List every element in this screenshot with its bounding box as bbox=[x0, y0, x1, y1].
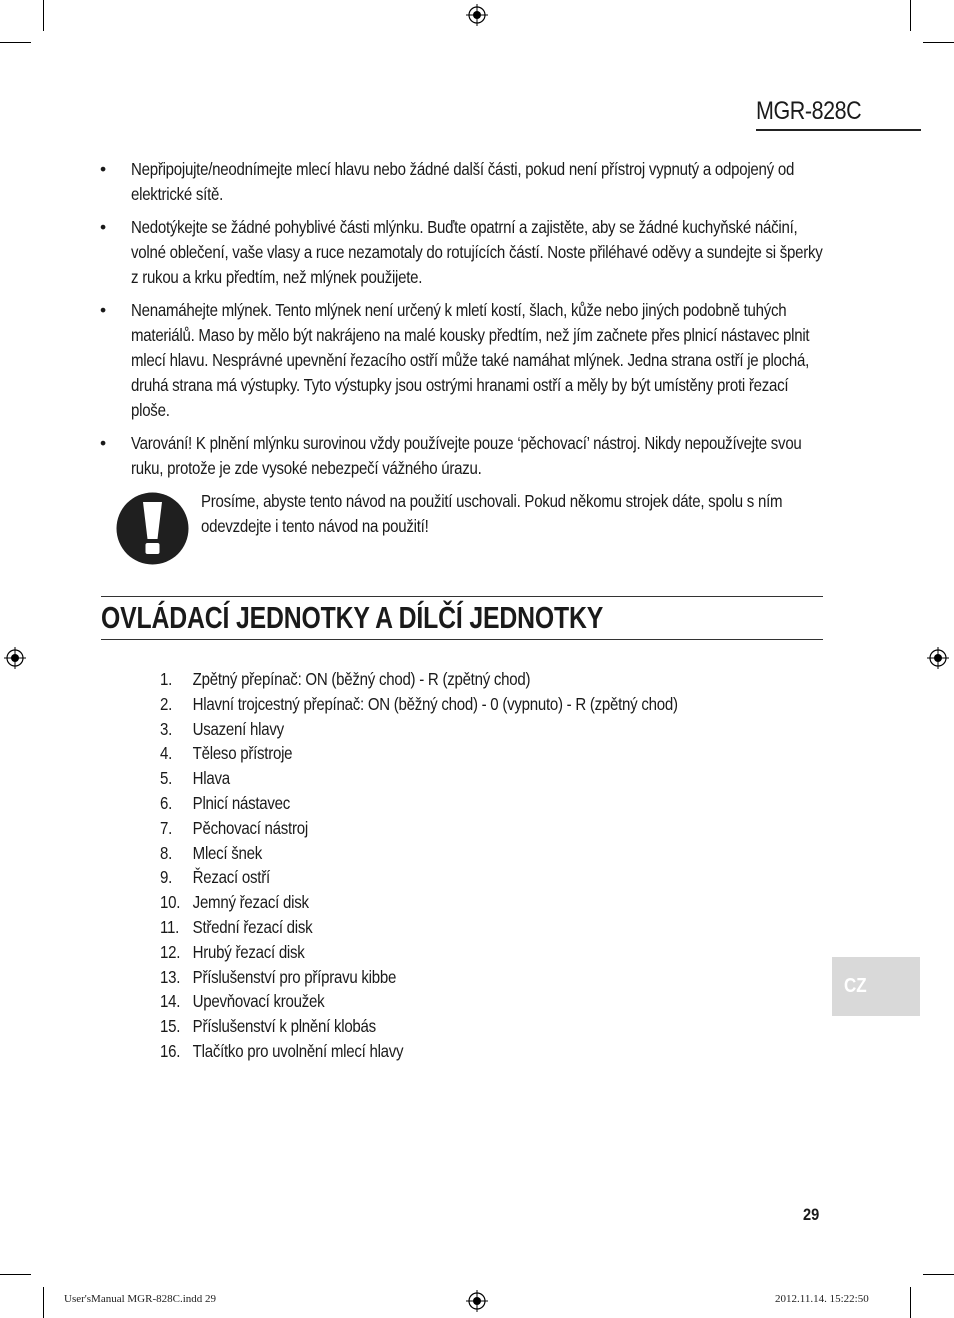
section-rule-bottom bbox=[101, 639, 823, 640]
item-number: 2. bbox=[160, 693, 173, 714]
list-item bbox=[160, 841, 678, 866]
item-label: Těleso přístroje bbox=[192, 743, 293, 764]
list-item bbox=[100, 298, 830, 423]
language-code: CZ bbox=[844, 975, 867, 997]
bullet-text: Nenamáhejte mlýnek. Tento mlýnek není určený k mletí kostí, šlach, kůže nebo jiných podobně tuhých materiálů. Maso by mělo být nakrájeno na malé kousky předtím, než jím začnete přes plnicí nástavec plnit mlecí hlavu. Nesprávné upevnění řezacího ostří může také namáhat mlýnek. Jedna strana ostří je plochá, druhá strana má výstupky. Tyto výstupky jsou ostrými hranami ostří a měly by být umístěny proti řezací ploše. bbox=[131, 300, 810, 420]
list-item bbox=[160, 989, 678, 1014]
list-item bbox=[160, 915, 678, 940]
item-number: 1. bbox=[160, 669, 173, 689]
list-item bbox=[160, 940, 678, 965]
item-label: Příslušenství k plnění klobás bbox=[192, 1016, 376, 1037]
list-item bbox=[100, 215, 830, 290]
exclamation-icon bbox=[116, 492, 189, 565]
keep-manual-notice: Prosíme, abyste tento návod na použití uschovali. Pokud někomu strojek dáte, spolu s ním odevzdejte i tento návod na použití! bbox=[201, 491, 783, 536]
item-label: Hlava bbox=[192, 768, 230, 789]
item-label: Příslušenství pro přípravu kibbe bbox=[192, 966, 397, 987]
list-item bbox=[160, 741, 678, 766]
list-item bbox=[100, 157, 830, 207]
model-name: MGR-828C bbox=[756, 97, 862, 125]
item-label: Střední řezací disk bbox=[192, 916, 313, 937]
list-item bbox=[160, 1014, 678, 1039]
item-number: 3. bbox=[160, 718, 173, 739]
crop-mark bbox=[43, 1287, 44, 1318]
item-label: Usazení hlavy bbox=[192, 718, 284, 739]
bullet-marker: • bbox=[100, 300, 106, 320]
bullet-marker: • bbox=[100, 159, 106, 179]
item-number: 8. bbox=[160, 842, 173, 863]
item-label: Hrubý řezací disk bbox=[192, 941, 305, 962]
item-label: Mlecí šnek bbox=[192, 842, 263, 863]
bullet-text: Varování! K plnění mlýnku surovinou vždy používejte pouze ‘pěchovací’ nástroj. Nikdy nepoužívejte svou ruku, protože je zde vysoké nebezpečí vážného úrazu. bbox=[131, 433, 802, 478]
bullet-text: Nedotýkejte se žádné pohyblivé části mlýnku. Buďte opatrní a zajistěte, aby se žádné kuchyňské náčiní, volné oblečení, vaše vlasy a ruce nezamotaly do rotujících částí. Noste přiléhavé oděvy a sundejte si šperky z rukou a krku předtím, než mlýnek použijete. bbox=[131, 217, 823, 287]
item-number: 14. bbox=[160, 991, 181, 1012]
section-rule-top bbox=[101, 596, 823, 597]
list-item bbox=[160, 692, 678, 717]
registration-mark-icon bbox=[927, 647, 949, 669]
list-item bbox=[100, 431, 830, 481]
item-label: Zpětný přepínač: ON (běžný chod) - R (zpětný chod) bbox=[192, 669, 531, 689]
item-label: Jemný řezací disk bbox=[192, 892, 309, 913]
page-number: 29 bbox=[803, 1205, 820, 1224]
item-label: Plnicí nástavec bbox=[192, 792, 291, 813]
registration-mark-icon bbox=[4, 647, 26, 669]
registration-mark-icon bbox=[466, 4, 488, 26]
list-item bbox=[160, 667, 678, 692]
item-number: 4. bbox=[160, 743, 173, 764]
item-number: 16. bbox=[160, 1040, 181, 1061]
safety-bullet-list bbox=[100, 157, 830, 489]
list-item bbox=[160, 791, 678, 816]
crop-mark bbox=[923, 1274, 954, 1275]
bullet-marker: • bbox=[100, 217, 106, 237]
item-number: 7. bbox=[160, 817, 173, 838]
item-number: 5. bbox=[160, 768, 173, 789]
item-label: Hlavní trojcestný přepínač: ON (běžný chod) - 0 (vypnuto) - R (zpětný chod) bbox=[192, 693, 678, 714]
list-item bbox=[160, 717, 678, 742]
crop-mark bbox=[910, 1287, 911, 1318]
registration-mark-icon bbox=[466, 1290, 488, 1312]
item-number: 15. bbox=[160, 1016, 181, 1037]
language-tab bbox=[832, 957, 920, 1016]
item-number: 10. bbox=[160, 892, 181, 913]
crop-mark bbox=[0, 42, 31, 43]
list-item bbox=[160, 1039, 678, 1064]
header-rule bbox=[756, 129, 921, 131]
crop-mark bbox=[910, 0, 911, 31]
item-label: Řezací ostří bbox=[192, 867, 270, 888]
item-label: Pěchovací nástroj bbox=[192, 817, 308, 838]
list-item bbox=[160, 816, 678, 841]
parts-list bbox=[160, 667, 762, 1064]
crop-mark bbox=[43, 0, 44, 31]
bullet-marker: • bbox=[100, 433, 106, 453]
list-item bbox=[160, 890, 678, 915]
item-number: 11. bbox=[160, 916, 180, 937]
list-item bbox=[160, 766, 678, 791]
item-number: 9. bbox=[160, 867, 173, 888]
list-item bbox=[160, 965, 678, 990]
item-number: 12. bbox=[160, 941, 181, 962]
item-number: 6. bbox=[160, 792, 173, 813]
item-label: Tlačítko pro uvolnění mlecí hlavy bbox=[192, 1040, 404, 1061]
section-title: OVLÁDACÍ JEDNOTKY A DÍLČÍ JEDNOTKY bbox=[101, 600, 604, 635]
slug-timestamp: 2012.11.14. 15:22:50 bbox=[775, 1293, 869, 1305]
list-item bbox=[160, 865, 678, 890]
crop-mark bbox=[923, 42, 954, 43]
crop-mark bbox=[0, 1274, 31, 1275]
slug-file-info: User'sManual MGR-828C.indd 29 bbox=[64, 1293, 217, 1305]
bullet-text: Nepřipojujte/neodnímejte mlecí hlavu nebo žádné další části, pokud není přístroj vypnutý a odpojený od elektrické sítě. bbox=[131, 159, 795, 204]
item-number: 13. bbox=[160, 966, 181, 987]
item-label: Upevňovací kroužek bbox=[192, 991, 325, 1012]
